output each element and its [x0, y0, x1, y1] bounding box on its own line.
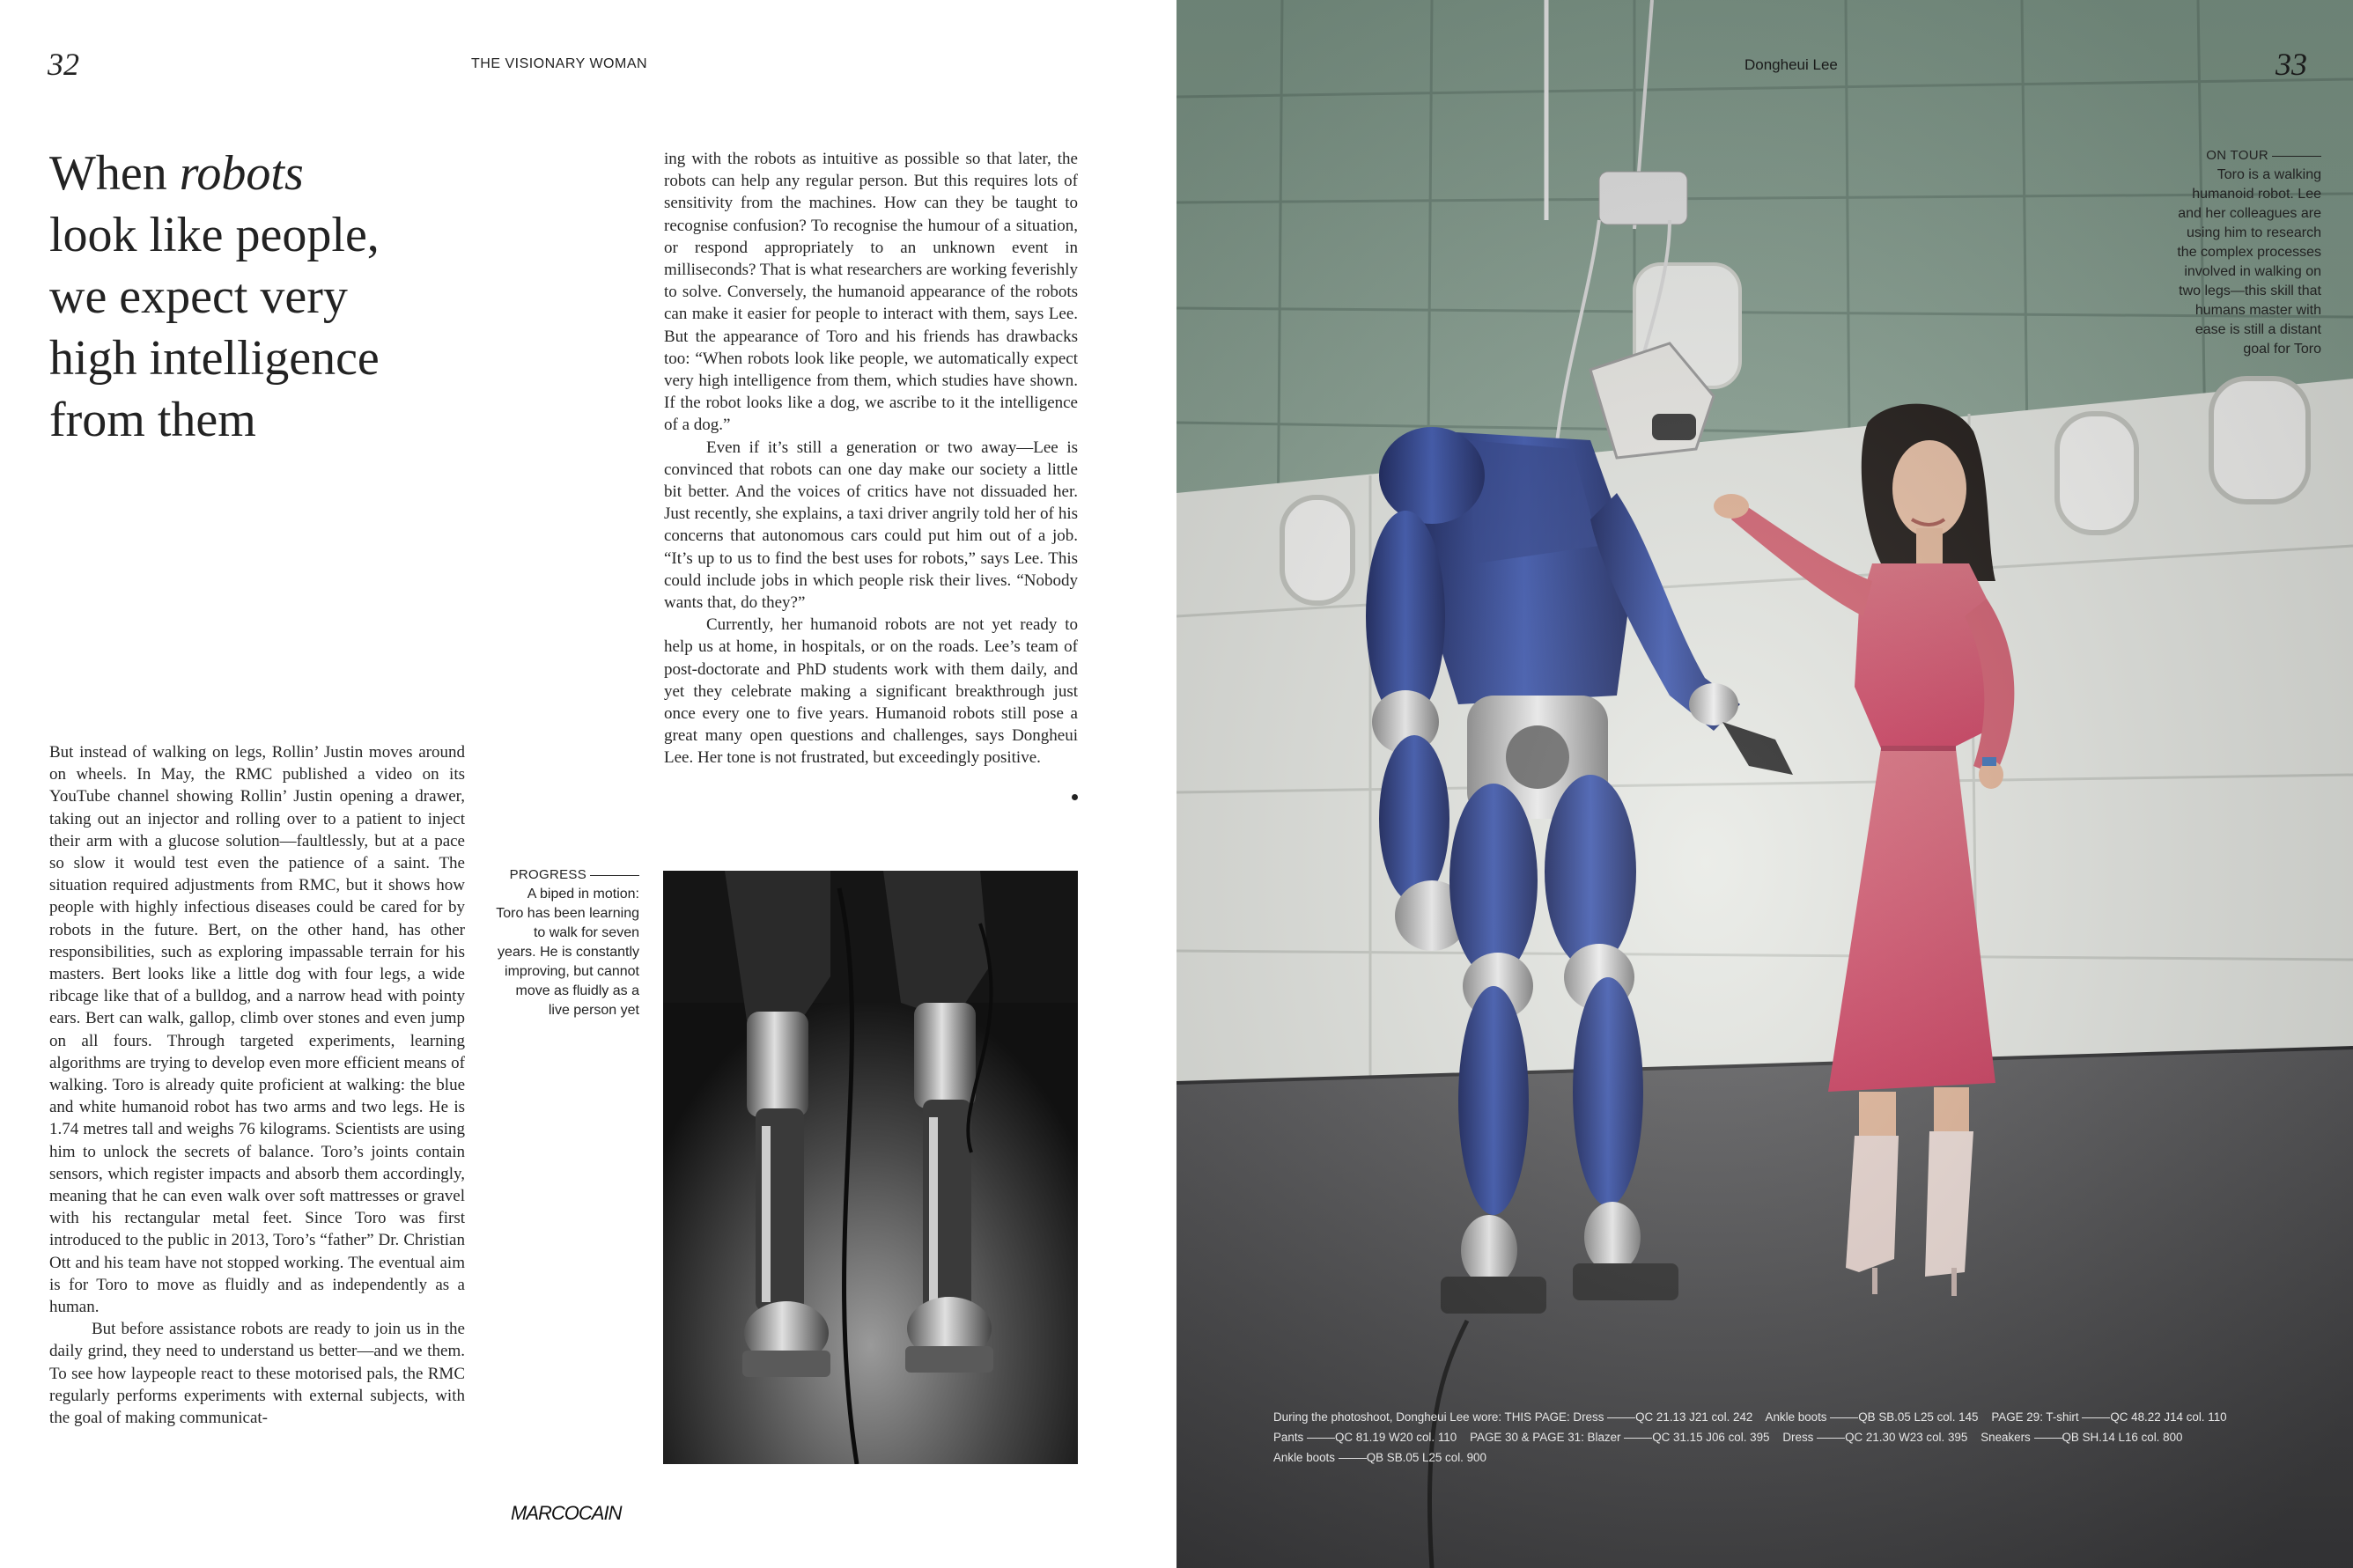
credit-text: Ankle boots — [1765, 1410, 1827, 1424]
credits-line — [1273, 1407, 2330, 1427]
running-head-left: THE VISIONARY WOMAN — [471, 56, 648, 71]
page-number-left: 32 — [48, 47, 79, 82]
headline-line: we expect very — [49, 269, 348, 324]
credits-line — [1273, 1427, 2330, 1447]
running-head-right: Dongheui Lee — [1744, 56, 1838, 73]
caption-line: move as fluidly as a — [515, 983, 639, 998]
caption-line: years. He is constantly — [498, 945, 639, 960]
credit-text: Ankle boots — [1273, 1451, 1335, 1464]
headline-line: look like people, — [49, 208, 380, 262]
robot-legs-illustration — [663, 871, 1078, 1464]
right-page — [1176, 0, 2353, 1568]
caption-line: involved in walking on — [2184, 264, 2321, 279]
caption-progress — [476, 865, 639, 1020]
body-paragraph: Currently, her humanoid robots are not yet ready to help us at home, in hospitals, or on the roads. Lee’s team of post-doctorate and PhD students work with them daily, and yet they celebrate making a significant breakthrough just once every one to five years. Humanoid robots still pose a great many open questions and challenges, says Dongheui Lee. Her tone is not frustrated, but exceedingly positive. — [664, 615, 1078, 768]
credit-code: QC 81.19 W20 col. 110 — [1334, 1431, 1457, 1444]
end-of-article-dot — [1072, 794, 1078, 800]
body-paragraph: ing with the robots as intuitive as possible so that later, the robots can help any regular person. But this requires lots of sensitivity from the machines. How can they be taught to recognise confusion? To recognise the humour of a situation, or respond appropriately to an unknown event in milliseconds? That is what researchers are working feverishly to solve. Conversely, the humanoid appearance of the robots can make it easier for people to interact with them, says Lee. But the appearance of Toro and his friends has drawbacks too: “When robots look like people, we automatically expect very high intelligence from them, which studies have shown. If the robot looks like a dog, we ascribe to it the intelligence of a dog.” — [664, 150, 1078, 435]
caption-label: PROGRESS — [509, 867, 586, 882]
body-column-1 — [49, 741, 465, 1429]
marccain-logo — [511, 1497, 621, 1527]
caption-line: ease is still a distant — [2194, 322, 2321, 337]
headline-line: from them — [49, 393, 256, 447]
caption-line: Toro is a walking — [2217, 167, 2321, 182]
credits-line — [1273, 1447, 2330, 1468]
page-number-right: 33 — [2276, 47, 2307, 82]
headline-line: high intelligence — [49, 331, 380, 386]
caption-line: to walk for seven — [533, 925, 639, 940]
caption-line: two legs—this skill that — [2179, 283, 2321, 298]
logo-part: CAIN — [578, 1502, 622, 1524]
headline-emphasis: robots — [179, 146, 304, 201]
credit-code: QB SB.05 L25 col. 145 — [1858, 1410, 1979, 1424]
body-column-2 — [664, 148, 1078, 769]
caption-line: improving, but cannot — [505, 964, 639, 979]
body-paragraph: Even if it’s still a generation or two away—Lee is convinced that robots can one day make our society a little bit better. And the voices of critics have not dissuaded her. Just recently, she explains, a taxi driver angrily told her of his concerns that autonomous cars could put him out of a job. “It’s up to us to find the best uses for robots,” says Lee. This could include jobs in which people risk their lives. “Nobody wants that, do they?” — [664, 438, 1078, 613]
credit-text: During the photoshoot, Dongheui Lee wore: THIS PAGE: Dress — [1273, 1410, 1604, 1424]
credit-text: Pants — [1273, 1431, 1304, 1444]
robot-legs-photo — [663, 871, 1078, 1464]
caption-line: humanoid robot. Lee — [2192, 187, 2321, 202]
headline-pre: When — [49, 146, 180, 201]
credit-code: QB SB.05 L25 col. 900 — [1366, 1451, 1486, 1464]
credit-code: QC 21.13 J21 col. 242 — [1635, 1410, 1753, 1424]
credit-code: QC 48.22 J14 col. 110 — [2110, 1410, 2227, 1424]
left-page — [0, 0, 1176, 1568]
wardrobe-credits — [1273, 1407, 2330, 1468]
pull-quote-headline — [49, 143, 437, 451]
credit-text: Dress — [1782, 1431, 1814, 1444]
caption-line: and her colleagues are — [2178, 206, 2321, 221]
credit-code: QB SH.14 L16 col. 800 — [2062, 1431, 2183, 1444]
caption-line: live person yet — [548, 1003, 639, 1018]
credit-code: QC 21.30 W23 col. 395 — [1845, 1431, 1968, 1444]
credit-text: PAGE 29: T-shirt — [1991, 1410, 2079, 1424]
logo-part: MARC — [511, 1502, 564, 1524]
caption-line: humans master with — [2194, 303, 2321, 318]
caption-line: the complex processes — [2177, 245, 2321, 260]
caption-line: Toro has been learning — [496, 906, 639, 921]
caption-line: goal for Toro — [2243, 342, 2321, 357]
caption-on-tour — [2136, 146, 2321, 359]
credit-text: Sneakers — [1981, 1431, 2031, 1444]
caption-label: ON TOUR — [2206, 148, 2268, 163]
credit-code: QC 31.15 J06 col. 395 — [1652, 1431, 1770, 1444]
caption-line: A biped in motion: — [527, 887, 639, 902]
logo-part: O — [564, 1502, 579, 1524]
caption-line: using him to research — [2187, 225, 2321, 240]
body-paragraph: But before assistance robots are ready to join us in the daily grind, they need to understand us better—and we them. To see how laypeople react to these motorised pals, the RMC regularly performs experiments with external subjects, with the goal of making communicat- — [49, 1320, 465, 1428]
body-paragraph: But instead of walking on legs, Rollin’ Justin moves around on wheels. In May, the RMC published a video on its YouTube channel showing Rollin’ Justin opening a drawer, taking out an injector and rolling over to a patient to inject their arm with a glucose solution—faultlessly, but at a pace so slow it would test even the patience of a saint. The situation required adjustments from RMC, but it shows how people with highly infectious diseases could be cared for by robots in the future. Bert, on the other hand, has other responsibilities, such as exploring impassable terrain for his masters. Bert looks like a little dog with four legs, a wide ribcage like that of a bulldog, and a narrow head with pointy ears. Bert can walk, gallop, climb over stones and even jump on all fours. Through targeted experiments, learning algorithms are trying to develop even more efficient means of walking. Toro is already quite proficient at walking: the blue and white humanoid robot has two arms and two legs. He is 1.74 metres tall and weighs 76 kilograms. Scientists are using him to unlock the secrets of balance. Toro’s joints contain sensors, which register impacts and absorb them accordingly, meaning that he can even walk over soft mattresses or gravel with his rectangular metal feet. Since Toro was first introduced to the public in 2013, Toro’s “father” Dr. Christian Ott and his team have not stopped working. The eventual aim is for Toro to move as fluidly and as independently as a human. — [49, 743, 465, 1317]
credit-text: PAGE 30 & PAGE 31: Blazer — [1470, 1431, 1621, 1444]
